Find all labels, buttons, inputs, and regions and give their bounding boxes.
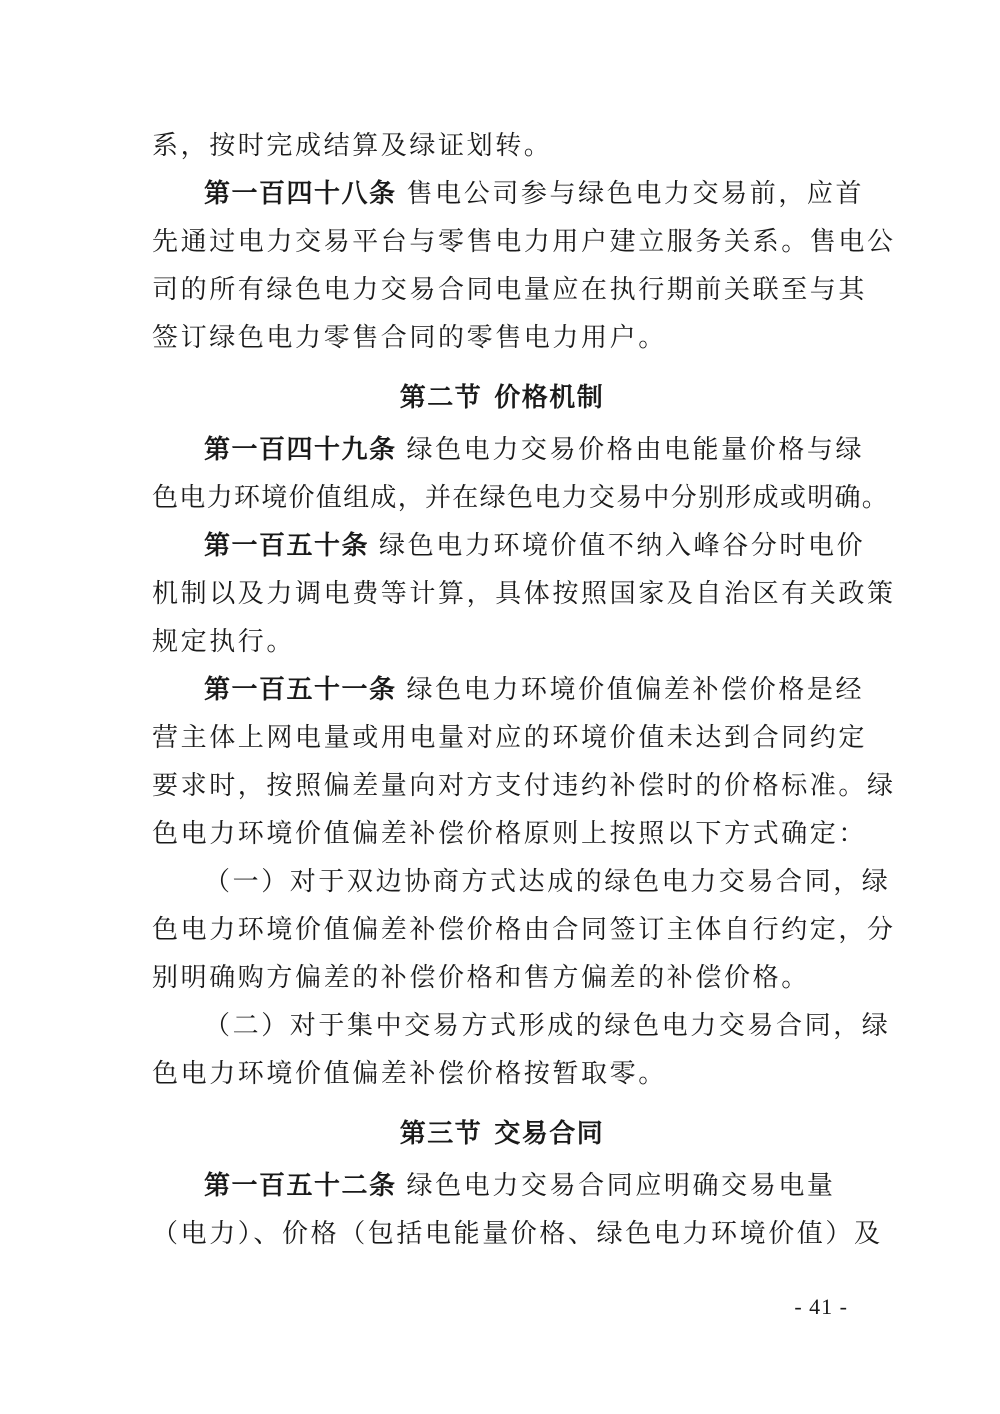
article-149-line [152,426,865,474]
article-150-text: 绿色电力环境价值不纳入峰谷分时电价 [379,531,866,561]
paragraph-line: （电力）、价格（包括电能量价格、绿色电力环境价值）及 [152,1219,883,1249]
article-151-text: 绿色电力环境价值偏差补偿价格是经 [406,675,865,705]
section-heading [152,1110,852,1158]
section-title: 价格机制 [494,383,605,413]
paragraph-line: 色电力环境价值偏差补偿价格原则上按照以下方式确定： [152,819,868,849]
document-body [152,122,896,1258]
article-149-text: 绿色电力交易价格由电能量价格与绿 [406,435,865,465]
article-152-text: 绿色电力交易合同应明确交易电量 [406,1171,836,1201]
article-151-label: 第一百五十一条 [204,675,397,705]
paragraph-line: 色电力环境价值偏差补偿价格按暂取零。 [152,1059,667,1089]
article-152-line [152,1162,852,1210]
section-number: 第二节 [399,383,483,413]
article-150-label: 第一百五十条 [204,531,370,561]
page-number: - 41 - [794,1294,848,1319]
list-item-2-line: （二）对于集中交易方式形成的绿色电力交易合同，绿 [204,1011,891,1041]
paragraph-line: 规定执行。 [152,627,296,657]
article-148-text: 售电公司参与绿色电力交易前，应首 [406,179,865,209]
paragraph-line: 机制以及力调电费等计算，具体按照国家及自治区有关政策 [152,579,896,609]
paragraph-line: 色电力环境价值组成，并在绿色电力交易中分别形成或明确。 [152,483,890,513]
article-151-line [152,666,865,714]
paragraph-line: 先通过电力交易平台与零售电力用户建立服务关系。售电公 [152,227,896,257]
list-item-1-line: （一）对于双边协商方式达成的绿色电力交易合同，绿 [204,867,891,897]
paragraph-line: 签订绿色电力零售合同的零售电力用户。 [152,323,667,353]
paragraph-line: 色电力环境价值偏差补偿价格由合同签订主体自行约定，分 [152,915,896,945]
paragraph-line: 要求时，按照偏差量向对方支付违约补偿时的价格标准。绿 [152,771,896,801]
article-148-label: 第一百四十八条 [204,179,397,209]
paragraph-line: 司的所有绿色电力交易合同电量应在执行期前关联至与其 [152,275,868,305]
article-148-line [152,170,865,218]
paragraph-line: 营主体上网电量或用电量对应的环境价值未达到合同约定 [152,723,868,753]
section-number: 第三节 [399,1119,483,1149]
article-149-label: 第一百四十九条 [204,435,397,465]
paragraph-line: 系，按时完成结算及绿证划转。 [152,131,553,161]
article-152-label: 第一百五十二条 [204,1171,397,1201]
paragraph-line: 别明确购方偏差的补偿价格和售方偏差的补偿价格。 [152,963,810,993]
section-title: 交易合同 [494,1119,605,1149]
article-150-line [152,522,866,570]
section-heading [152,374,852,422]
